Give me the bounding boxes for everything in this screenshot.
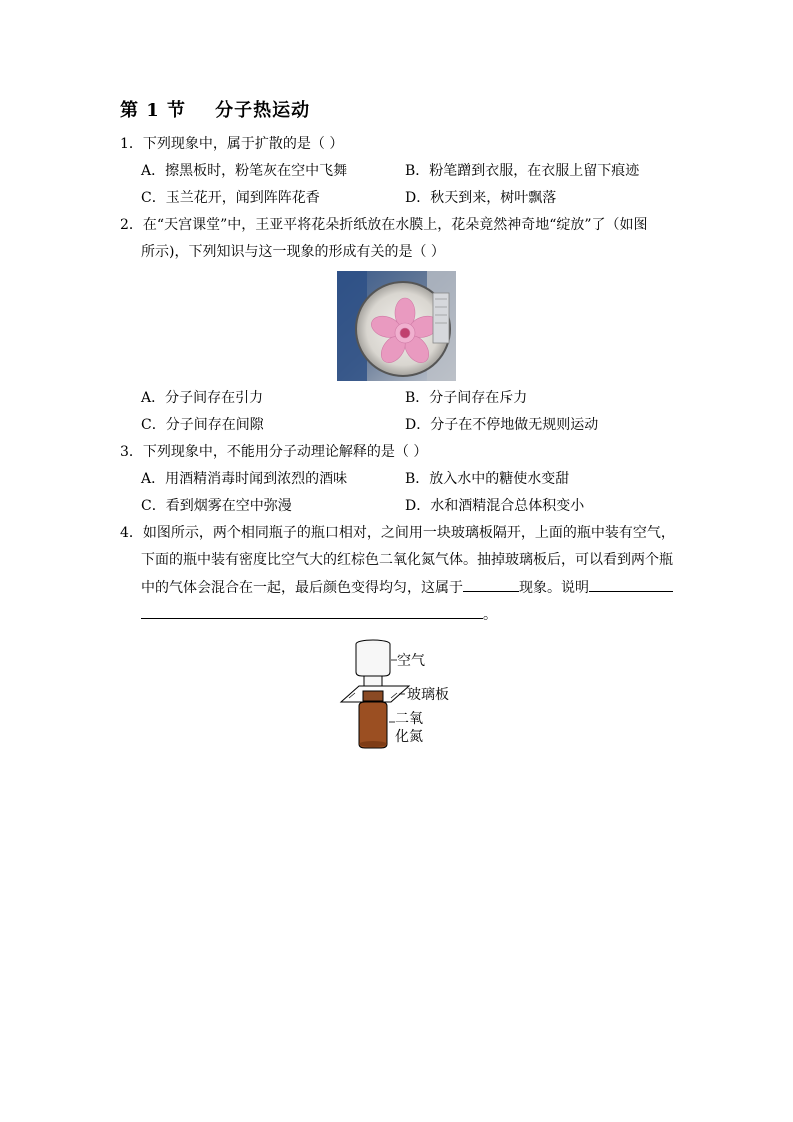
section-title: 第 1 节 分子热运动 — [120, 100, 311, 121]
label-air: 空气 — [397, 653, 425, 669]
q3-option-a: A．用酒精消毒时闻到浓烈的酒味 — [141, 471, 348, 487]
bottle-diffusion-diagram — [335, 636, 465, 756]
label-gas-line2: 化氮 — [395, 729, 423, 745]
answer-blank-explanation[interactable] — [589, 577, 673, 592]
q2-option-a: A．分子间存在引力 — [141, 390, 264, 406]
q2-option-d: D．分子在不停地做无规则运动 — [405, 417, 599, 433]
q3-option-c: C．看到烟雾在空中弥漫 — [141, 498, 292, 514]
air-bottle — [356, 640, 390, 686]
q1-option-b: B．粉笔蹭到衣服，在衣服上留下痕迹 — [405, 163, 640, 179]
nitrogen-dioxide-bottle — [359, 691, 387, 748]
q4-line1: 4．如图所示，两个相同瓶子的瓶口相对，之间用一块玻璃板隔开，上面的瓶中装有空气， — [120, 525, 675, 541]
q4-line4 — [141, 604, 497, 625]
q3-stem: 3．下列现象中，不能用分子动理论解释的是（ ） — [120, 444, 428, 460]
q3-option-b: B．放入水中的糖使水变甜 — [405, 471, 570, 487]
q4-line2: 下面的瓶中装有密度比空气大的红棕色二氧化氮气体。抽掉玻璃板后，可以看到两个瓶 — [141, 552, 673, 568]
q1-option-c: C．玉兰花开，闻到阵阵花香 — [141, 190, 320, 206]
answer-blank-phenomenon[interactable] — [463, 577, 519, 592]
q4-line4-end: 。 — [483, 607, 497, 623]
q1-option-d: D．秋天到来，树叶飘落 — [405, 190, 557, 206]
q4-line3 — [141, 577, 673, 598]
q1-stem: 1．下列现象中，属于扩散的是（ ） — [120, 136, 344, 152]
q1-option-a: A．擦黑板时，粉笔灰在空中飞舞 — [141, 163, 348, 179]
q4-line3-text-a: 中的气体会混合在一起，最后颜色变得均匀，这属于 — [141, 580, 463, 596]
q2-option-b: B．分子间存在斥力 — [405, 390, 528, 406]
answer-blank-explanation-cont[interactable] — [141, 604, 483, 619]
label-glass-plate: 玻璃板 — [407, 687, 449, 703]
q4-line3-text-b: 现象。说明 — [519, 580, 589, 596]
q2-stem-line1: 2．在“天宫课堂”中，王亚平将花朵折纸放在水膜上，花朵竟然神奇地“绽放”了（如图 — [120, 217, 648, 233]
q2-option-c: C．分子间存在间隙 — [141, 417, 264, 433]
q3-option-d: D．水和酒精混合总体积变小 — [405, 498, 585, 514]
paper-flower-photo — [337, 271, 456, 381]
label-gas-line1: 二氧 — [395, 711, 423, 727]
q2-stem-line2: 所示)，下列知识与这一现象的形成有关的是（ ） — [141, 244, 445, 260]
